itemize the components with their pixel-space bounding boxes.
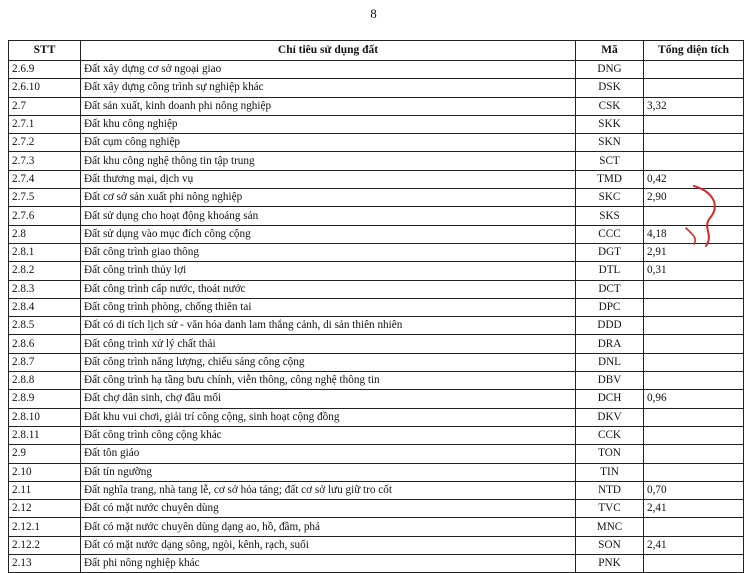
row-code: MNC — [576, 518, 644, 536]
row-indicator: Đất tín ngưỡng — [81, 463, 576, 481]
header-indicator: Chỉ tiêu sử dụng đất — [81, 41, 576, 61]
row-stt: 2.7.4 — [9, 170, 81, 188]
table-row — [9, 115, 744, 133]
row-area: 3,32 — [644, 97, 744, 115]
row-code: DGT — [576, 243, 644, 261]
row-area: 2,41 — [644, 536, 744, 554]
table-row — [9, 79, 744, 97]
row-indicator: Đất có mặt nước chuyên dùng dạng ao, hồ, đầm, phá — [81, 518, 576, 536]
row-indicator: Đất cụm công nghiệp — [81, 134, 576, 152]
row-indicator: Đất có mặt nước chuyên dùng — [81, 500, 576, 518]
row-indicator: Đất công trình năng lượng, chiếu sáng công cộng — [81, 353, 576, 371]
row-indicator: Đất nghĩa trang, nhà tang lễ, cơ sở hỏa táng; đất cơ sở lưu giữ tro cốt — [81, 481, 576, 499]
row-area — [644, 335, 744, 353]
row-code: SKK — [576, 115, 644, 133]
row-stt: 2.11 — [9, 481, 81, 499]
row-indicator: Đất sử dụng cho hoạt động khoáng sản — [81, 207, 576, 225]
row-area — [644, 372, 744, 390]
row-stt: 2.8.5 — [9, 317, 81, 335]
row-code: DCH — [576, 390, 644, 408]
table-row — [9, 298, 744, 316]
row-code: DKV — [576, 408, 644, 426]
row-area — [644, 298, 744, 316]
row-area — [644, 280, 744, 298]
row-stt: 2.7.1 — [9, 115, 81, 133]
row-area — [644, 353, 744, 371]
table-row — [9, 189, 744, 207]
table-header-row — [9, 41, 744, 61]
row-code: DCT — [576, 280, 644, 298]
row-code: SKN — [576, 134, 644, 152]
row-stt: 2.12.1 — [9, 518, 81, 536]
table-row — [9, 463, 744, 481]
row-indicator: Đất chợ dân sinh, chợ đầu mối — [81, 390, 576, 408]
row-indicator: Đất khu công nghệ thông tin tập trung — [81, 152, 576, 170]
row-code: CCC — [576, 225, 644, 243]
row-code: SON — [576, 536, 644, 554]
table-row — [9, 372, 744, 390]
table-row — [9, 481, 744, 499]
row-code: CCK — [576, 426, 644, 444]
row-stt: 2.6.10 — [9, 79, 81, 97]
row-indicator: Đất công trình công cộng khác — [81, 426, 576, 444]
table-row — [9, 243, 744, 261]
table-row — [9, 518, 744, 536]
row-area — [644, 134, 744, 152]
row-stt: 2.8.1 — [9, 243, 81, 261]
row-stt: 2.10 — [9, 463, 81, 481]
row-stt: 2.8.10 — [9, 408, 81, 426]
row-indicator: Đất cơ sở sản xuất phi nông nghiệp — [81, 189, 576, 207]
row-stt: 2.6.9 — [9, 61, 81, 79]
table-row — [9, 280, 744, 298]
row-stt: 2.12 — [9, 500, 81, 518]
row-indicator: Đất sản xuất, kinh doanh phi nông nghiệp — [81, 97, 576, 115]
row-indicator: Đất công trình xử lý chất thải — [81, 335, 576, 353]
row-area — [644, 555, 744, 573]
row-indicator: Đất khu công nghiệp — [81, 115, 576, 133]
row-area — [644, 207, 744, 225]
row-code: DNG — [576, 61, 644, 79]
table-row — [9, 536, 744, 554]
row-code: SCT — [576, 152, 644, 170]
table-row — [9, 500, 744, 518]
row-stt: 2.8.9 — [9, 390, 81, 408]
row-stt: 2.7.3 — [9, 152, 81, 170]
row-area — [644, 463, 744, 481]
row-code: TIN — [576, 463, 644, 481]
row-code: TMD — [576, 170, 644, 188]
row-stt: 2.8.2 — [9, 262, 81, 280]
row-stt: 2.8.8 — [9, 372, 81, 390]
row-stt: 2.13 — [9, 555, 81, 573]
table-row — [9, 555, 744, 573]
row-stt: 2.7.2 — [9, 134, 81, 152]
row-code: DTL — [576, 262, 644, 280]
row-code: TVC — [576, 500, 644, 518]
row-stt: 2.9 — [9, 445, 81, 463]
table-row — [9, 426, 744, 444]
table-row — [9, 225, 744, 243]
row-area — [644, 408, 744, 426]
row-area: 2,90 — [644, 189, 744, 207]
row-indicator: Đất có mặt nước dạng sông, ngòi, kênh, rạch, suối — [81, 536, 576, 554]
row-code: TON — [576, 445, 644, 463]
table-row — [9, 262, 744, 280]
table-row — [9, 353, 744, 371]
row-indicator: Đất công trình phòng, chống thiên tai — [81, 298, 576, 316]
row-area — [644, 445, 744, 463]
row-stt: 2.7.6 — [9, 207, 81, 225]
row-indicator: Đất công trình cấp nước, thoát nước — [81, 280, 576, 298]
table-row — [9, 408, 744, 426]
table-row — [9, 445, 744, 463]
row-code: NTD — [576, 481, 644, 499]
row-indicator: Đất công trình giao thông — [81, 243, 576, 261]
row-stt: 2.8.4 — [9, 298, 81, 316]
row-indicator: Đất công trình thủy lợi — [81, 262, 576, 280]
page-number: 8 — [370, 6, 377, 21]
row-code: PNK — [576, 555, 644, 573]
row-code: DPC — [576, 298, 644, 316]
row-indicator: Đất khu vui chơi, giải trí công cộng, sinh hoạt cộng đồng — [81, 408, 576, 426]
row-area: 0,31 — [644, 262, 744, 280]
land-use-table — [8, 40, 744, 573]
row-stt: 2.8.11 — [9, 426, 81, 444]
table-body — [9, 61, 744, 573]
row-area: 4,18 — [644, 225, 744, 243]
row-indicator: Đất thương mại, dịch vụ — [81, 170, 576, 188]
row-area: 0,42 — [644, 170, 744, 188]
row-area — [644, 152, 744, 170]
table-row — [9, 152, 744, 170]
row-area — [644, 317, 744, 335]
table-row — [9, 335, 744, 353]
row-code: DNL — [576, 353, 644, 371]
row-area — [644, 79, 744, 97]
row-area — [644, 518, 744, 536]
row-code: DBV — [576, 372, 644, 390]
row-indicator: Đất xây dựng cơ sở ngoại giao — [81, 61, 576, 79]
row-indicator: Đất sử dụng vào mục đích công cộng — [81, 225, 576, 243]
table-row — [9, 61, 744, 79]
row-stt: 2.8.3 — [9, 280, 81, 298]
table-row — [9, 390, 744, 408]
row-area — [644, 426, 744, 444]
row-code: SKS — [576, 207, 644, 225]
row-indicator: Đất công trình hạ tầng bưu chính, viễn thông, công nghệ thông tin — [81, 372, 576, 390]
row-stt: 2.8.6 — [9, 335, 81, 353]
row-indicator: Đất phi nông nghiệp khác — [81, 555, 576, 573]
row-code: DDD — [576, 317, 644, 335]
row-indicator: Đất có di tích lịch sử - văn hóa danh lam thắng cảnh, di sản thiên nhiên — [81, 317, 576, 335]
row-area: 0,70 — [644, 481, 744, 499]
row-code: DRA — [576, 335, 644, 353]
row-stt: 2.8.7 — [9, 353, 81, 371]
row-stt: 2.7 — [9, 97, 81, 115]
row-code: DSK — [576, 79, 644, 97]
row-stt: 2.7.5 — [9, 189, 81, 207]
row-area — [644, 61, 744, 79]
row-area — [644, 115, 744, 133]
row-indicator: Đất xây dựng công trình sự nghiệp khác — [81, 79, 576, 97]
row-code: CSK — [576, 97, 644, 115]
header-area: Tổng diện tích — [644, 41, 744, 61]
row-area: 2,91 — [644, 243, 744, 261]
table-row — [9, 134, 744, 152]
row-area: 0,96 — [644, 390, 744, 408]
table-row — [9, 170, 744, 188]
row-area: 2,41 — [644, 500, 744, 518]
table-row — [9, 317, 744, 335]
row-code: SKC — [576, 189, 644, 207]
row-stt: 2.8 — [9, 225, 81, 243]
row-indicator: Đất tôn giáo — [81, 445, 576, 463]
table-row — [9, 207, 744, 225]
header-code: Mã — [576, 41, 644, 61]
row-stt: 2.12.2 — [9, 536, 81, 554]
table-row — [9, 97, 744, 115]
header-stt: STT — [9, 41, 81, 61]
